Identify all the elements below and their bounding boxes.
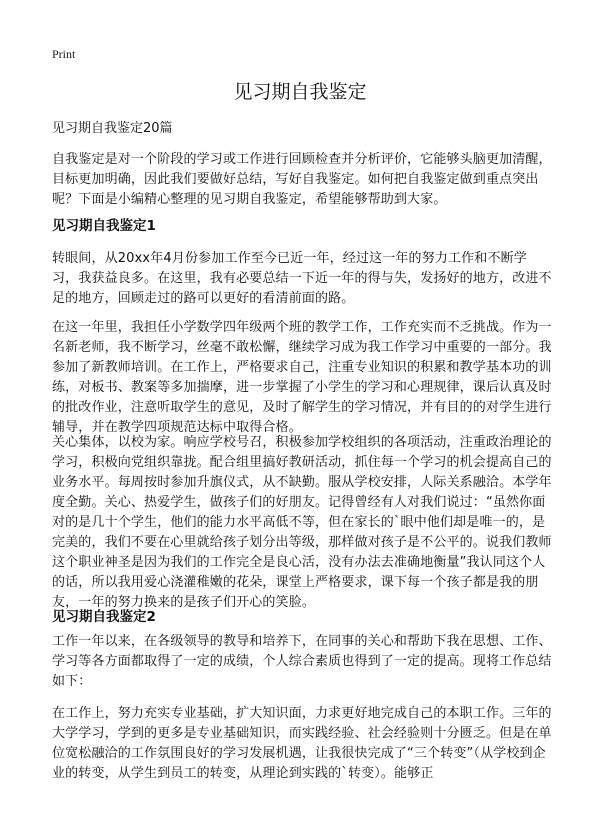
section-heading-1: 见习期自我鉴定1 bbox=[52, 218, 156, 234]
intro-paragraph: 自我鉴定是对一个阶段的学习或工作进行回顾检查并分析评价，它能够头脑更加清醒，目标更加明确，因此我们要做好总结，写好自我鉴定。如何把自我鉴定做到重点突出呢？下面是小编精心整理的见习期自我鉴定，希望能够帮助到大家。 bbox=[52, 152, 552, 207]
section-2-paragraph-2: 在工作上，努力充实专业基础，扩大知识面，力求更好地完成自己的本职工作。三年的大学学习，学到的更多是专业基础知识，而实践经验、社会经验则十分匮乏。但是在单位宽松融洽的工作氛围良好的学习发展机遇，让我很快完成了“三个转变”（从学校到企业的转变，从学生到员工的转变，从理论到实践的`转变）。能够正 bbox=[52, 706, 552, 781]
section-2-paragraph-1: 工作一年以来，在各级领导的教导和培养下，在同事的关心和帮助下我在思想、工作、学习等各方面都取得了一定的成绩，个人综合素质也得到了一定的提高。现将工作总结如下： bbox=[52, 634, 552, 689]
document-title: 见习期自我鉴定 bbox=[233, 81, 367, 103]
document-subtitle: 见习期自我鉴定20篇 bbox=[52, 121, 173, 136]
section-heading-2: 见习期自我鉴定2 bbox=[52, 609, 156, 625]
section-1-paragraph-3: 关心集体，以校为家。响应学校号召，积极参加学校组织的各项活动，注重政治理论的学习，积极向党组织靠拢。配合组里搞好教研活动，抓住每一个学习的机会提高自己的业务水平。每周按时参加升旗仪式，从不缺勤。服从学校安排，人际关系融洽。本学年度全勤。关心、热爱学生，做孩子们的好朋友。记得曾经有人对我们说过：“虽然你面对的是几十个学生，他们的能力水平高低不等，但在家长的`眼中他们却是唯一的，是完美的，我们不要在心里就给孩子划分出等级，那样做对孩子是不公平的。说我们教师这个职业神圣是因为我们的工作完全是良心活，没有办法去准确地衡量”我认同这个人的话，所以我用爱心浇灌稚嫩的花朵，课堂上严格要求，课下每一个孩子都是我的朋友，一年的努力换来的是孩子们开心的笑脸。 bbox=[52, 435, 552, 610]
section-1-paragraph-2: 在这一年里，我担任小学数学四年级两个班的教学工作，工作充实而不乏挑战。作为一名新老师，我不断学习，丝毫不敢松懈，继续学习成为我工作学习中重要的一部分。我参加了新教师培训。在工作上，严格要求自己，注重专业知识的积累和教学基本功的训练，对板书、教案等多加揣摩，进一步掌握了小学生的学习和心理规律，课后认真及时的批改作业，注意听取学生的意见，及时了解学生的学习情况，并有目的的对学生进行辅导，并在教学四项规范达标中取得合格。 bbox=[52, 320, 552, 435]
section-1-paragraph-1: 转眼间，从20xx年4月份参加工作至今已近一年，经过这一年的努力工作和不断学习，我获益良多。在这里，我有必要总结一下近一年的得与失，发扬好的地方，改进不足的地方，回顾走过的路可以更好的看清前面的路。 bbox=[52, 251, 552, 306]
print-link[interactable]: Print bbox=[52, 47, 76, 61]
